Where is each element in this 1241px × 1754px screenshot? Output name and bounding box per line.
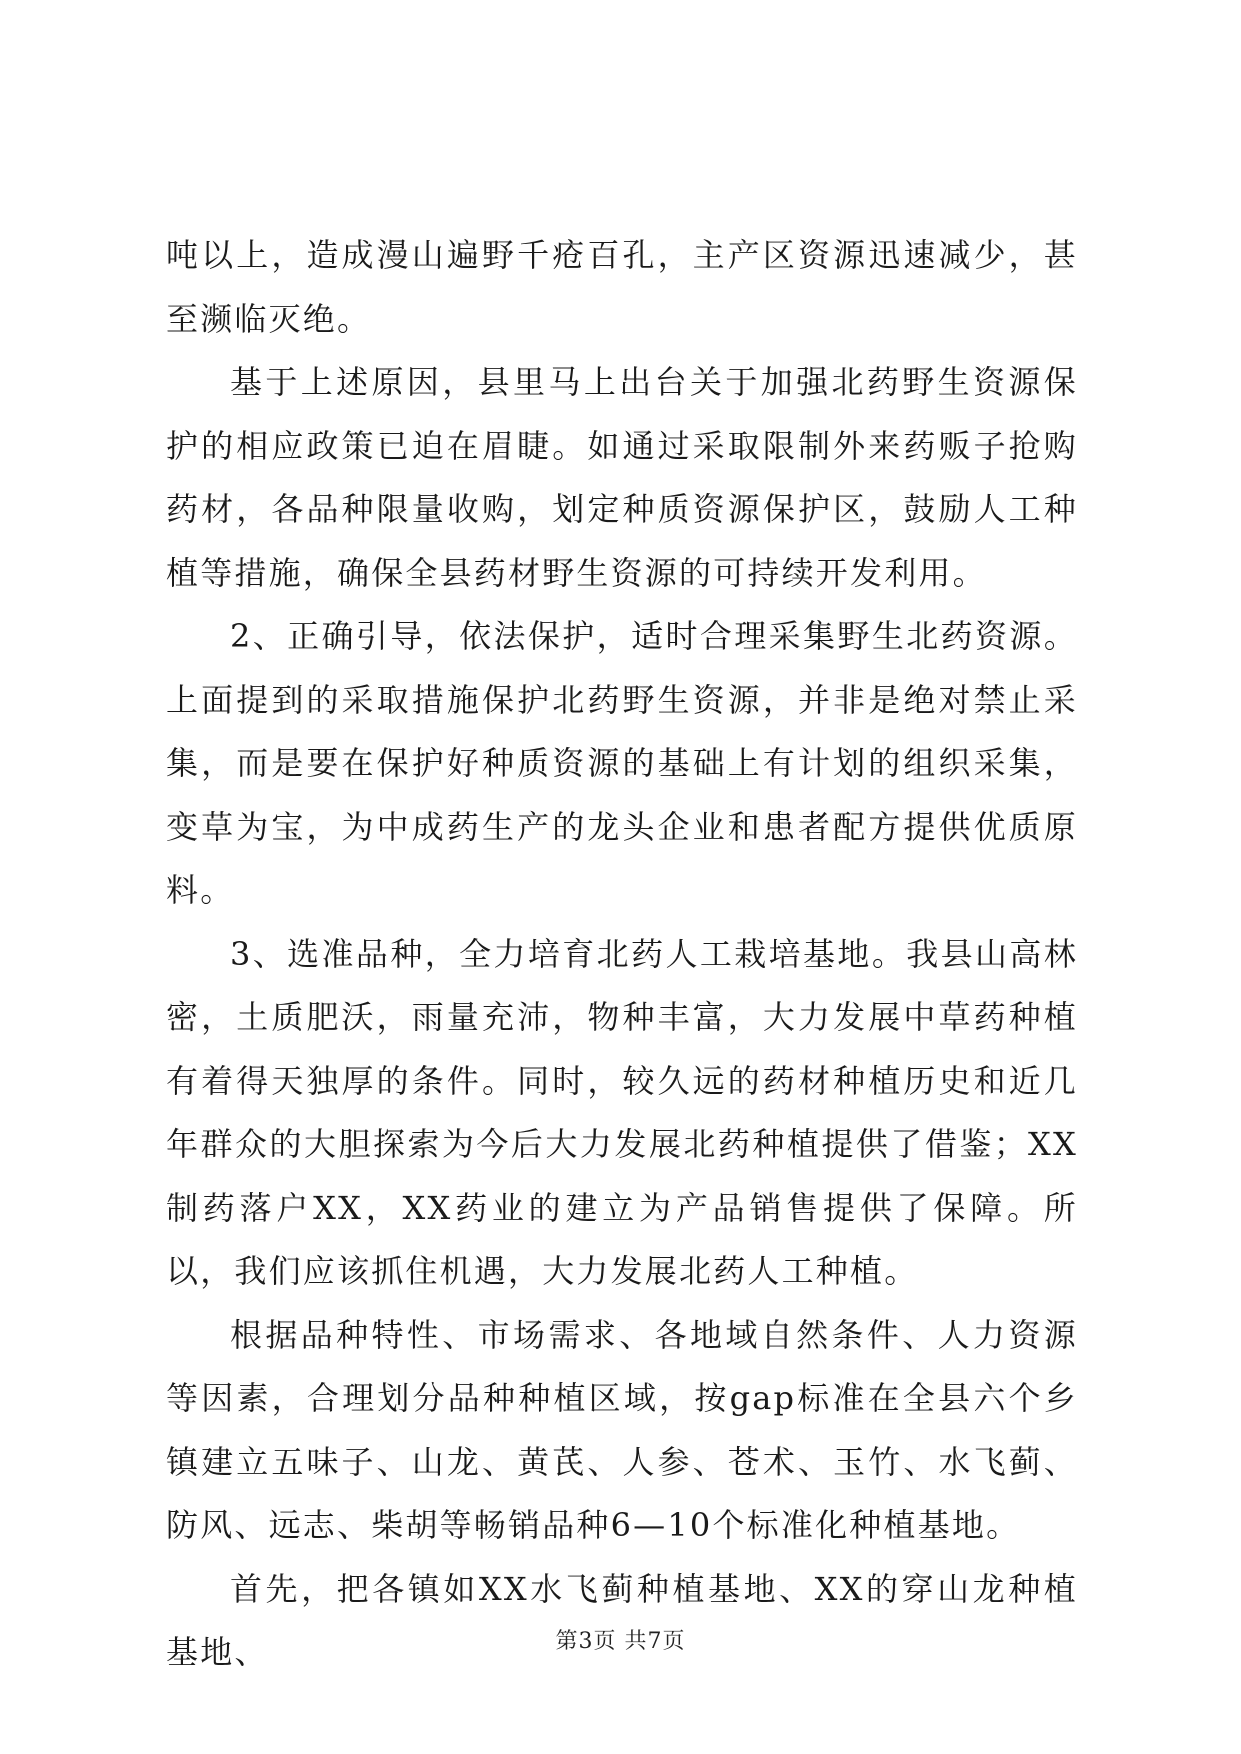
paragraph: 根据品种特性、市场需求、各地域自然条件、人力资源等因素，合理划分品种种植区域，按gap标准在全县六个乡镇建立五味子、山龙、黄芪、人参、苍术、玉竹、水飞蓟、防风、远志、柴胡等畅销品种6—10个标准化种植基地。 — [166, 1315, 1078, 1544]
paragraph: 首先，把各镇如XX水飞蓟种植基地、XX的穿山龙种植基地、 — [166, 1569, 1078, 1671]
paragraph: 2、正确引导，依法保护，适时合理采集野生北药资源。上面提到的采取措施保护北药野生资源，并非是绝对禁止采集，而是要在保护好种质资源的基础上有计划的组织采集，变草为宝，为中成药生产的龙头企业和患者配方提供优质原料。 — [166, 617, 1078, 909]
paragraph: 3、选准品种，全力培育北药人工栽培基地。我县山高林密，土质肥沃，雨量充沛，物种丰富，大力发展中草药种植有着得天独厚的条件。同时，较久远的药材种植历史和近几年群众的大胆探索为今后大力发展北药种植提供了借鉴；XX制药落户XX，XX药业的建立为产品销售提供了保障。所以，我们应该抓住机遇，大力发展北药人工种植。 — [166, 934, 1078, 1290]
paragraph: 基于上述原因，县里马上出台关于加强北药野生资源保护的相应政策已迫在眉睫。如通过采取限制外来药贩子抢购药材，各品种限量收购，划定种质资源保护区，鼓励人工种植等措施，确保全县药材野生资源的可持续开发利用。 — [166, 363, 1078, 592]
body-text — [166, 224, 1078, 1685]
page-footer: 第3页 共7页 — [555, 1629, 686, 1654]
paragraph: 吨以上，造成漫山遍野千疮百孔，主产区资源迅速减少，甚至濒临灭绝。 — [166, 236, 1078, 338]
